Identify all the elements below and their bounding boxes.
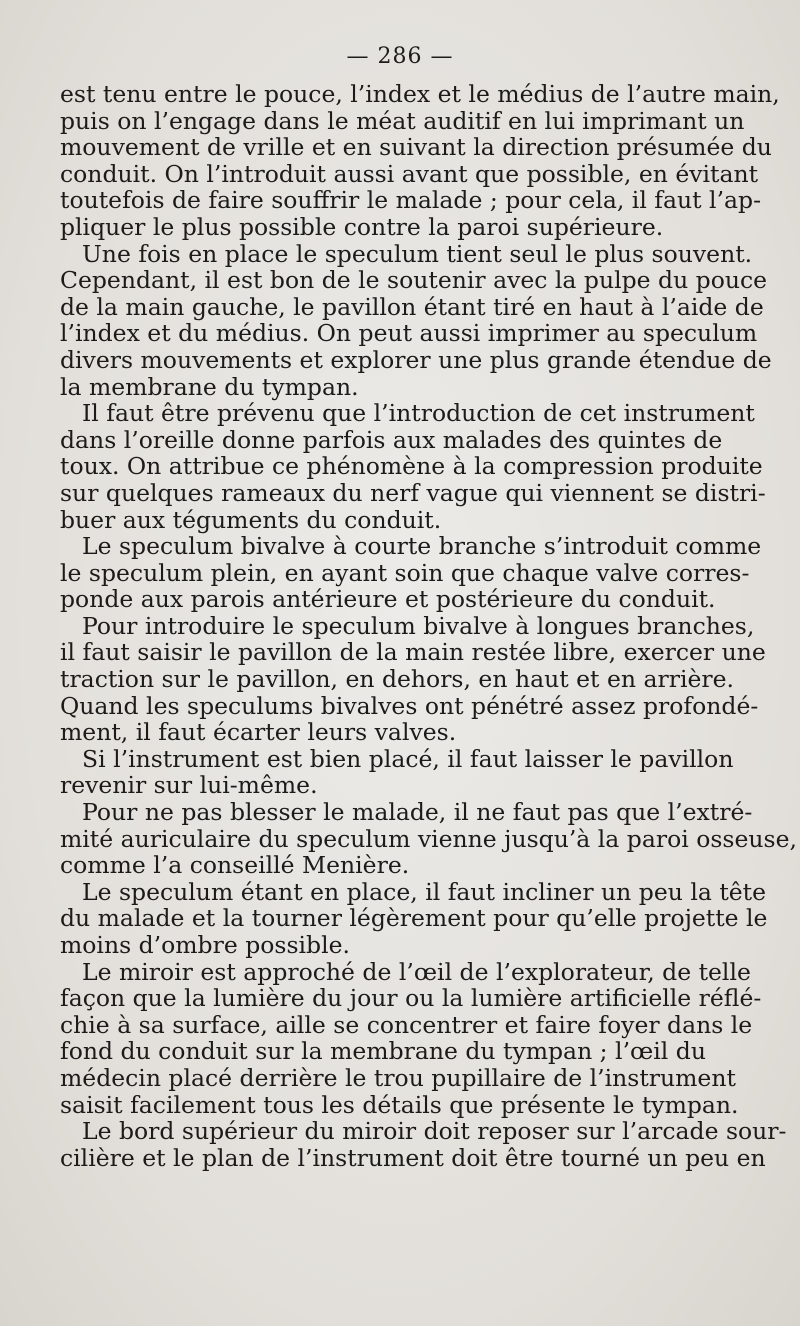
text-line: médecin placé derrière le trou pupillaire de l’instrument (60, 1063, 736, 1092)
text-line: Il faut être prévenu que l’introduction de cet instrument (82, 399, 755, 428)
paragraph-8 (60, 877, 768, 959)
text-line: Si l’instrument est bien placé, il faut laisser le pavillon (82, 744, 734, 773)
text-line: Le speculum bivalve à courte branche s’introduit comme (82, 532, 762, 561)
paragraph-4 (60, 532, 762, 614)
text-line: l’index et du médius. On peut aussi imprimer au speculum (60, 319, 758, 348)
text-line: puis on l’engage dans le méat auditif en lui imprimant un (60, 106, 745, 135)
text-line: toux. On attribue ce phénomène à la compression produite (60, 452, 763, 481)
text-line: mité auriculaire du speculum vienne jusqu’à la paroi osseuse, (60, 824, 797, 853)
text-line: ment, il faut écarter leurs valves. (60, 718, 457, 747)
text-line: chie à sa surface, aille se concentrer et faire foyer dans le (60, 1010, 753, 1039)
text-line: mouvement de vrille et en suivant la direction présumée du (60, 133, 772, 162)
text-line: Le bord supérieur du miroir doit reposer sur l’arcade sour- (82, 1117, 787, 1146)
text-line: moins d’ombre possible. (60, 931, 350, 959)
text-line: la membrane du tympan. (60, 372, 359, 401)
text-line: divers mouvements et explorer une plus grande étendue de (60, 345, 772, 374)
text-line: façon que la lumière du jour ou la lumière artificielle réflé- (60, 984, 762, 1013)
paragraph-5 (60, 611, 766, 747)
text-line: toutefois de faire souffrir le malade ; pour cela, il faut l’ap- (60, 186, 762, 215)
page-number: — 286 — (346, 44, 454, 69)
paragraph-7 (60, 798, 797, 880)
paragraph-9 (60, 957, 762, 1119)
text-line: est tenu entre le pouce, l’index et le médius de l’autre main, (60, 80, 780, 108)
text-line: traction sur le pavillon, en dehors, en haut et en arrière. (60, 665, 734, 694)
paragraph-3 (60, 399, 766, 534)
text-line: dans l’oreille donne parfois aux malades des quintes de (60, 425, 723, 454)
text-line: il faut saisir le pavillon de la main restée libre, exercer une (60, 638, 766, 667)
text-line: Une fois en place le speculum tient seul le plus souvent. (82, 239, 753, 268)
text-line: Pour ne pas blesser le malade, il ne faut pas que l’extré- (82, 798, 753, 827)
body-text (60, 80, 797, 1172)
text-line: fond du conduit sur la membrane du tympan ; l’œil du (60, 1037, 706, 1066)
text-line: sur quelques rameaux du nerf vague qui viennent se distri- (60, 478, 766, 507)
paragraph-10 (60, 1117, 787, 1172)
paragraph-2 (60, 239, 772, 401)
text-line: cilière et le plan de l’instrument doit être tourné un peu en (60, 1143, 766, 1172)
text-line: revenir sur lui-même. (60, 771, 318, 800)
text-line: Cependant, il est bon de le soutenir avec la pulpe du pouce (60, 266, 768, 295)
paragraph-1 (60, 80, 780, 241)
text-line: Quand les speculums bivalves ont pénétré assez profondé- (60, 691, 759, 720)
text-line: Le miroir est approché de l’œil de l’explorateur, de telle (82, 957, 751, 986)
text-line: saisit facilement tous les détails que présente le tympan. (60, 1090, 739, 1119)
text-line: ponde aux parois antérieure et postérieure du conduit. (60, 585, 716, 614)
text-line: du malade et la tourner légèrement pour qu’elle projette le (60, 904, 768, 933)
text-line: Pour introduire le speculum bivalve à longues branches, (82, 611, 755, 640)
text-line: comme l’a conseillé Menière. (60, 851, 410, 880)
text-line: de la main gauche, le pavillon étant tiré en haut à l’aide de (60, 292, 764, 321)
text-line: pliquer le plus possible contre la paroi supérieure. (60, 212, 664, 241)
text-line: buer aux téguments du conduit. (60, 505, 442, 534)
text-line: conduit. On l’introduit aussi avant que possible, en évitant (60, 159, 759, 188)
paragraph-6 (60, 744, 734, 800)
text-line: le speculum plein, en ayant soin que chaque valve corres- (60, 558, 750, 587)
text-line: Le speculum étant en place, il faut incliner un peu la tête (82, 877, 767, 906)
